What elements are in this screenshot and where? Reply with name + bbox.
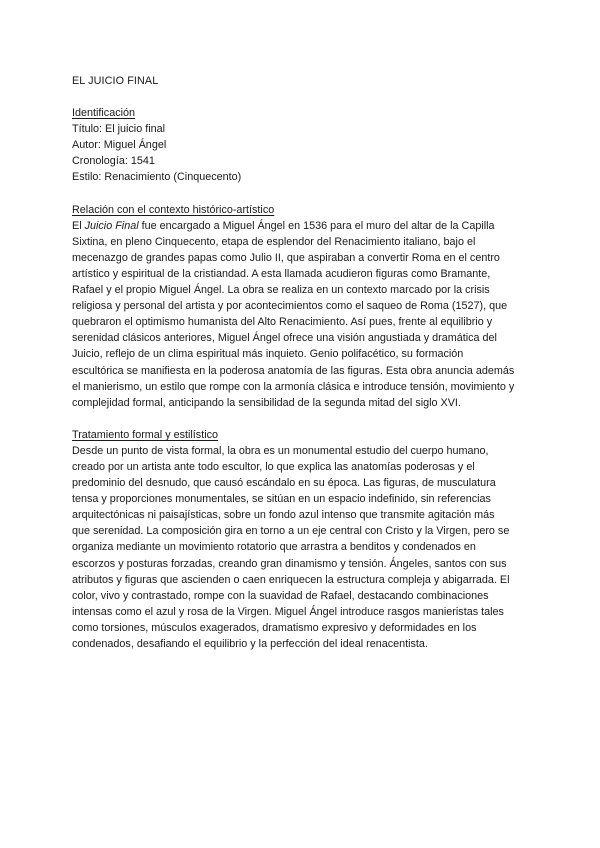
paragraph-line: Desde un punto de vista formal, la obra es un monumental estudio del cuerpo humano,: [72, 444, 489, 457]
identification-author-line: Autor: Miguel Ángel: [72, 139, 167, 152]
paragraph-line: arquitectónicas ni paisajísticas, sobre un fondo azul intenso que transmite agitación más: [72, 509, 495, 522]
context-heading: Relación con el contexto histórico-artístico: [72, 203, 275, 216]
paragraph-line: complejidad formal, anticipando la sensibilidad de la segunda mitad del siglo XVI.: [72, 396, 461, 409]
paragraph-line: creado por un artista ante todo escultor, lo que explica las anatomías poderosas y el: [72, 460, 475, 473]
spacer: [72, 89, 532, 105]
document-title: EL JUICIO FINAL: [72, 75, 159, 87]
paragraph-line: serenidad clásicos anteriores, Miguel Ángel ofrece una visión angustiada y dramática del: [72, 332, 497, 345]
spacer: [72, 411, 532, 427]
paragraph-line: como torsiones, músculos exagerados, dramatismo expresivo y deformidades en los: [72, 621, 477, 634]
artwork-title-italic: Juicio Final: [84, 219, 139, 232]
identification-style-line: Estilo: Renacimiento (Cinquecento): [72, 171, 242, 184]
paragraph-line: Rafael y el propio Miguel Ángel. La obra se realiza en un contexto marcado por la crisis: [72, 284, 490, 297]
formal-paragraph: [72, 443, 532, 652]
identification-title-line: Título: El juicio final: [72, 123, 166, 136]
identification-chronology-line: Cronología: 1541: [72, 155, 155, 168]
paragraph-line: condenados, desafiando el equilibrio y la perfección del ideal renacentista.: [72, 638, 428, 650]
context-first-line-rest: fue encargado a Miguel Ángel en 1536 para el muro del altar de la Capilla: [138, 219, 495, 232]
paragraph-line: organiza mediante un movimiento rotatorio que arrastra a benditos y condenados en: [72, 541, 476, 554]
paragraph-line: quebraron el optimismo humanista del Alto Renacimiento. Así pues, frente al equilibrio y: [72, 316, 493, 329]
paragraph-line: el manierismo, un estilo que rompe con la armonía clásica e introduce tensión, movimiento y: [72, 380, 515, 393]
paragraph-line: color, vivo y contrastado, rompe con la suavidad de Rafael, destacando combinaciones: [72, 589, 489, 602]
identification-heading: Identificación: [72, 107, 136, 120]
document-body: [72, 73, 532, 652]
paragraph-line: mecenazgo de grandes papas como Julio II, que aspiraban a convertir Roma en el centro: [72, 251, 500, 264]
paragraph-line: escorzos y posturas forzadas, creando gran dinamismo y tensión. Ángeles, santos con sus: [72, 557, 507, 570]
paragraph-line: escultórica se manifiesta en la poderosa anatomía de las figuras. Esta obra anuncia además: [72, 364, 515, 377]
paragraph-line: [72, 218, 532, 234]
context-paragraph: [72, 218, 532, 411]
paragraph-line: religiosa y personal del artista y por acontecimientos como el saqueo de Roma (1527), que: [72, 300, 508, 313]
context-prefix: El: [72, 219, 85, 232]
paragraph-line: intensas como el azul y rosa de la Virgen. Miguel Ángel introduce rasgos manieristas tales: [72, 605, 504, 618]
paragraph-line: que serenidad. La composición gira en torno a un eje central con Cristo y la Virgen, pero se: [72, 525, 510, 538]
paragraph-line: Sixtina, en pleno Cinquecento, etapa de esplendor del Renacimiento italiano, bajo el: [72, 235, 476, 248]
formal-heading: Tratamiento formal y estilístico: [72, 428, 219, 441]
paragraph-line: predominio del desnudo, que causó escándalo en su época. Las figuras, de musculatura: [72, 477, 496, 490]
paragraph-line: atributos y figuras que ascienden o caen enriquecen la estructura compleja y abigarrada. El: [72, 573, 510, 586]
paragraph-line: artístico y espiritual de la cristiandad. A esta llamada acudieron figuras como Bramante,: [72, 267, 491, 280]
identification-list: [72, 121, 532, 185]
paragraph-line: Juicio, reflejo de un clima espiritual más inquieto. Genio polifacético, su formación: [72, 348, 464, 361]
spacer: [72, 186, 532, 202]
paragraph-line: tensa y proporciones monumentales, se sitúan en un espacio indefinido, sin referencias: [72, 493, 491, 506]
